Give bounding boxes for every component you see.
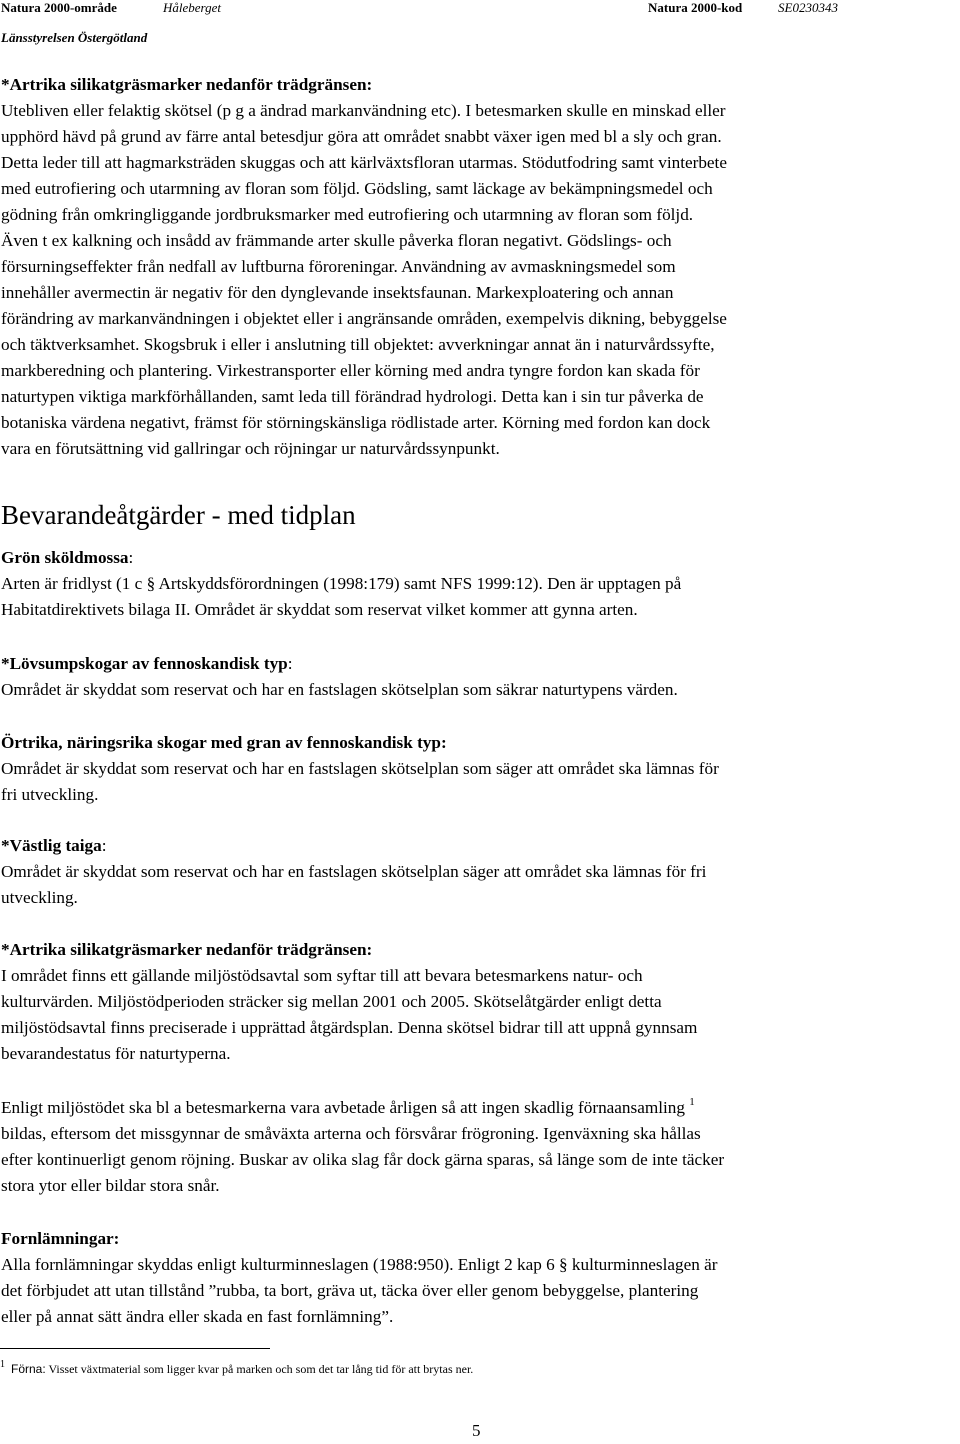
swamp-forest-line: Området är skyddat som reservat och har en fastslagen skötselplan som säkrar naturtypens värden.	[1, 680, 678, 699]
grazing-section	[1, 1095, 959, 1199]
header-authority: Länsstyrelsen Östergötland	[1, 30, 148, 45]
threats-section	[1, 72, 959, 462]
threats-line: vara en förutsättning vid gallringar och röjningar ur naturvårdssynpunkt.	[1, 439, 500, 458]
footnote-reference[interactable]: 1	[689, 1096, 695, 1108]
green-moss-line: Habitatdirektivets bilaga II. Området är skyddat som reservat vilket kommer att gynna arten.	[1, 600, 638, 619]
taiga-section	[1, 833, 959, 911]
green-moss-section	[1, 545, 959, 623]
threats-line: Även t ex kalkning och insådd av främmande arter skulle påverka floran negativt. Gödslings- och	[1, 231, 672, 250]
threats-line: förändring av markanvändningen i objektet eller i angränsande områden, exempelvis dikning, bebyggelse	[1, 309, 727, 328]
green-moss-colon: :	[128, 548, 134, 567]
taiga-line: Området är skyddat som reservat och har en fastslagen skötselplan säger att området ska lämnas för fri	[1, 862, 707, 881]
herb-spruce-heading: Örtrika, näringsrika skogar med gran av fennoskandisk typ:	[1, 733, 447, 752]
ancient-monuments-line: Alla fornlämningar skyddas enligt kulturminneslagen (1988:950). Enligt 2 kap 6 § kulturminneslagen är	[1, 1255, 718, 1274]
header-code-value: SE0230343	[778, 0, 838, 15]
footnote-separator	[0, 1348, 270, 1349]
ancient-monuments-line: eller på annat sätt ändra eller skada en fast fornlämning”.	[1, 1307, 394, 1326]
taiga-line: utveckling.	[1, 888, 78, 907]
header-code-label: Natura 2000-kod	[648, 0, 743, 15]
ancient-monuments-line: det förbjudet att utan tillstånd ”rubba, ta bort, gräva ut, täcka över eller genom bebyggelse, plantering	[1, 1281, 699, 1300]
footnote-text: Visset växtmaterial som ligger kvar på marken och som det tar lång tid för att brytas ner.	[45, 1362, 474, 1376]
threats-line: upphörd hävd på grund av färre antal betesdjur göra att området snabbt växer igen med bl a sly och gran.	[1, 127, 722, 146]
threats-line: Detta leder till att hagmarksträden skuggas och att kärlväxtsfloran utarmas. Stödutfodring samt vinterbete	[1, 153, 727, 172]
grassland-measures-line: I området finns ett gällande miljöstödsavtal som syftar till att bevara betesmarkens natur- och	[1, 966, 643, 985]
threats-line: med eutrofiering och utarmning av floran som följd. Gödsling, samt läckage av bekämpningsmedel och	[1, 179, 713, 198]
taiga-colon: :	[101, 836, 107, 855]
header-area-name: Håleberget	[163, 0, 221, 15]
grassland-measures-line: bevarandestatus för naturtyperna.	[1, 1044, 231, 1063]
grassland-measures-line: kulturvärden. Miljöstödperioden sträcker sig mellan 2001 och 2005. Skötselåtgärder enligt detta	[1, 992, 662, 1011]
taiga-heading: *Västlig taiga	[1, 836, 102, 855]
green-moss-line: Arten är fridlyst (1 c § Artskyddsförordningen (1998:179) samt NFS 1999:12). Den är upptagen på	[1, 574, 682, 593]
herb-spruce-line: Området är skyddat som reservat och har en fastslagen skötselplan som säger att området ska lämnas för	[1, 759, 719, 778]
threats-line: markberedning och plantering. Virkestransporter eller körning med andra tyngre fordon kan skada för	[1, 361, 700, 380]
swamp-forest-colon: :	[287, 654, 293, 673]
swamp-forest-heading: *Lövsumpskogar av fennoskandisk typ	[1, 654, 288, 673]
swamp-forest-section	[1, 651, 959, 703]
grassland-measures-line: miljöstödsavtal finns preciserade i upprättad åtgärdsplan. Denna skötsel bidrar till att uppnå gynnsam	[1, 1018, 698, 1037]
grassland-measures-heading: *Artrika silikatgräsmarker nedanför trädgränsen:	[1, 940, 373, 959]
grazing-line: Enligt miljöstödet ska bl a betesmarkerna vara avbetade årligen så att ingen skadlig förnaansamling	[1, 1098, 685, 1117]
green-moss-heading: Grön sköldmossa	[1, 548, 129, 567]
footnote	[0, 1356, 473, 1378]
threats-heading: *Artrika silikatgräsmarker nedanför trädgränsen:	[1, 75, 373, 94]
herb-spruce-line: fri utveckling.	[1, 785, 99, 804]
ancient-monuments-section	[1, 1226, 959, 1330]
header-area-label: Natura 2000-område	[1, 0, 117, 15]
grazing-line: efter kontinuerligt genom röjning. Buskar av olika slag får dock gärna sparas, så länge som de inte täcker	[1, 1150, 725, 1169]
footnote-label: Förna:	[11, 1362, 46, 1376]
threats-line: och täktverksamhet. Skogsbruk i eller i anslutning till objektet: avverkningar annat än i naturvårdssyfte,	[1, 335, 715, 354]
threats-line: innehåller avermectin är negativ för den dynglevande insektsfaunan. Markexploatering och annan	[1, 283, 674, 302]
threats-line: försurningseffekter från nedfall av luftburna föroreningar. Användning av avmaskningsmedel som	[1, 257, 676, 276]
page-number: 5	[472, 1421, 481, 1440]
threats-line: Utebliven eller felaktig skötsel (p g a ändrad markanvändning etc). I betesmarken skulle en minskad eller	[1, 101, 726, 120]
herb-spruce-section	[1, 730, 959, 808]
footnote-number: 1	[0, 1359, 5, 1370]
grazing-line: bildas, eftersom det missgynnar de småväxta arterna och försvårar frögroning. Igenväxning ska hållas	[1, 1124, 701, 1143]
grazing-line: stora ytor eller bildar stora snår.	[1, 1176, 220, 1195]
section-title: Bevarandeåtgärder - med tidplan	[1, 500, 356, 530]
threats-line: naturtypen viktiga markförhållanden, samt leda till förändrad hydrologi. Detta kan i sin tur påverka de	[1, 387, 704, 406]
threats-line: botaniska värdena negativt, främst för störningskänsliga rödlistade arter. Körning med fordon kan dock	[1, 413, 711, 432]
grassland-measures-section	[1, 937, 959, 1067]
ancient-monuments-heading: Fornlämningar:	[1, 1229, 120, 1248]
threats-line: gödning från omkringliggande jordbruksmarker med eutrofiering och utarmning av floran som följd.	[1, 205, 694, 224]
